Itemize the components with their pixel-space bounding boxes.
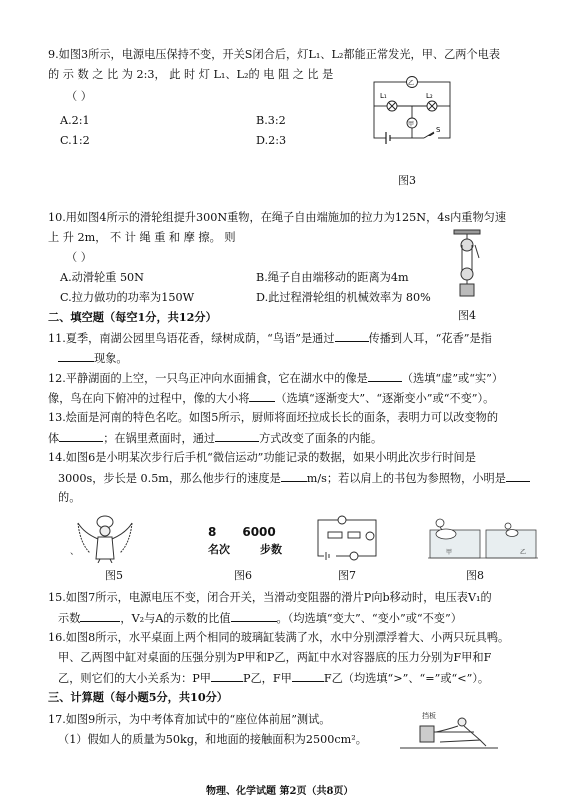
q13-line2 [48, 430, 382, 446]
q13-text-c: 方式改变了面条的内能。 [259, 432, 383, 445]
q14-line3: 的。 [58, 491, 81, 504]
q9-option-d: D.2:3 [256, 134, 287, 147]
q12-blank2[interactable] [249, 390, 275, 402]
figure6-caption: 图6 [234, 569, 252, 582]
figure3-circuit [366, 66, 458, 148]
q9-option-c: C.1:2 [60, 134, 90, 147]
figure7-circuit [314, 514, 380, 562]
q9-option-a: A.2:1 [60, 114, 90, 127]
figure5-dot: 、 [70, 547, 80, 557]
q10-line2: 上 升 2m， 不 计 绳 重 和 摩 擦。 则 [48, 231, 236, 244]
q14-blank1[interactable] [281, 470, 307, 482]
q16-line3 [58, 670, 489, 686]
q17-line2: （1）假如人的质量为50kg，和地面的接触面积为2500cm²。 [58, 733, 367, 746]
q15-text-a: 示数 [58, 612, 81, 625]
q9-paren: （ ） [66, 90, 92, 103]
q16-blank2[interactable] [292, 670, 324, 682]
q13-text-a: 体 [48, 432, 60, 445]
q12-line2 [48, 390, 494, 406]
figure8-caption: 图8 [466, 569, 484, 582]
figure8-label-yi: 乙 [520, 549, 527, 556]
q11-text-c: 现象。 [94, 352, 128, 365]
q12-text-d: （选填“逐渐变大”、“逐渐变小”或“不变”）。 [275, 392, 495, 405]
figure7-caption: 图7 [338, 569, 356, 582]
figure4-pulley [448, 228, 488, 304]
figure3-label-jia: 甲 [408, 121, 415, 128]
q13-text-b: ；在锅里煮面时，通过 [103, 432, 216, 445]
q15-text-b: ，V₂与A的示数的比值 [120, 612, 231, 625]
figure6-steps-label: 步数 [260, 543, 282, 556]
q15-text-c: 。（均选填“变大”、“变小”或“不变”） [276, 612, 462, 625]
section3-title: 三、计算题（每小题5分，共10分） [48, 690, 228, 704]
q10-option-d: D.此过程滑轮组的机械效率为 80% [256, 291, 431, 304]
q16-text-a: 乙，则它们的大小关系为：P甲 [58, 672, 211, 685]
q16-text-c: F乙（均选填“>”、“=”或“<”）。 [323, 672, 490, 685]
q12-text-c: 像，鸟在向下俯冲的过程中，像的大小将 [48, 392, 250, 405]
figure6-rank-value: 8 [208, 525, 217, 539]
q11-blank2[interactable] [58, 350, 94, 362]
figure8-tanks [428, 514, 538, 562]
figure3-label-s: S [436, 126, 441, 134]
q10-option-a: A.动滑轮重 50N [60, 271, 144, 284]
q14-text-b: m/s；若以肩上的书包为参照物，小明是 [306, 472, 506, 485]
q11-text-b: 传播到人耳，“花香”是指 [368, 332, 492, 345]
figure9-label-baffle: 挡板 [422, 712, 436, 720]
figure5-caption: 图5 [105, 569, 123, 582]
q15-line2 [58, 610, 462, 626]
q12-blank1[interactable] [368, 370, 402, 382]
q16-line1: 16.如图8所示，水平桌面上两个相同的玻璃缸装满了水，水中分别漂浮着大、小两只玩具鸭。 [48, 631, 510, 644]
q10-option-c: C.拉力做功的功率为150W [60, 291, 195, 304]
q13-blank1[interactable] [59, 430, 103, 442]
q13-blank2[interactable] [215, 430, 259, 442]
figure3-label-l2: L₂ [426, 92, 433, 100]
q12-line1 [48, 370, 503, 386]
q15-blank1[interactable] [80, 610, 120, 622]
figure4-caption: 图4 [458, 309, 476, 322]
q15-blank2[interactable] [231, 610, 277, 622]
q14-line2 [58, 470, 530, 486]
q16-blank1[interactable] [211, 670, 243, 682]
q12-text-b: （选填“虚”或“实”） [401, 372, 504, 385]
q14-text-a: 3000s，步长是 0.5m，那么他步行的速度是 [58, 472, 281, 485]
q10-option-b: B.绳子自由端移动的距离为4m [256, 271, 409, 284]
q15-line1: 15.如图7所示，电源电压不变，闭合开关，当滑动变阻器的滑片P向b移动时，电压表V₁的 [48, 591, 492, 604]
q9-line1: 9.如图3所示，电源电压保持不变，开关S闭合后，灯L₁、L₂都能正常发光，甲、乙两个电表 [48, 48, 501, 61]
q16-text-b: P乙，F甲 [242, 672, 292, 685]
q17-line1: 17.如图9所示，为中考体育加试中的“座位体前屈”测试。 [48, 713, 331, 726]
page-footer: 物理、化学试题 第2页（共8页） [206, 786, 354, 797]
figure6-rank-label: 名次 [208, 543, 230, 556]
q11-blank1[interactable] [335, 330, 369, 342]
figure6-stats [208, 525, 282, 557]
q10-paren: （ ） [66, 251, 92, 264]
figure8-label-jia: 甲 [446, 549, 453, 556]
figure9-sit-reach-image [400, 708, 498, 752]
q11-text-a: 11.夏季，南湖公园里鸟语花香，绿树成荫，“鸟语”是通过 [48, 332, 335, 345]
q13-line1: 13.烩面是河南的特色名吃。如图5所示，厨师将面坯拉成长长的面条，表明力可以改变物的 [48, 411, 499, 424]
q9-line2: 的 示 数 之 比 为 2:3， 此 时 灯 L₁、L₂的 电 阻 之 比 是 [48, 68, 334, 81]
section2-title: 二、填空题（每空1分，共12分） [48, 310, 217, 324]
q11-line1 [48, 330, 492, 346]
q14-blank2[interactable] [506, 470, 530, 482]
figure6-steps-value: 6000 [242, 525, 276, 539]
q10-line1: 10.用如图4所示的滑轮组提升300N重物，在绳子自由端施加的拉力为125N，4s内重物匀速 [48, 211, 507, 224]
q14-line1: 14.如图6是小明某次步行后手机“微信运动”功能记录的数据，如果小明此次步行时间是 [48, 451, 476, 464]
figure3-label-l1: L₁ [380, 92, 387, 100]
q12-text-a: 12.平静湖面的上空，一只鸟正冲向水面捕食，它在湖水中的像是 [48, 372, 368, 385]
figure3-caption: 图3 [398, 174, 416, 187]
q9-option-b: B.3:2 [256, 114, 286, 127]
q11-line2 [58, 350, 128, 366]
q16-line2: 甲、乙两图中缸对桌面的压强分别为P甲和P乙，两缸中水对容器底的压力分别为F甲和F [58, 651, 492, 664]
figure5-chef-image [70, 513, 140, 563]
figure3-label-yi: 乙 [408, 80, 415, 87]
